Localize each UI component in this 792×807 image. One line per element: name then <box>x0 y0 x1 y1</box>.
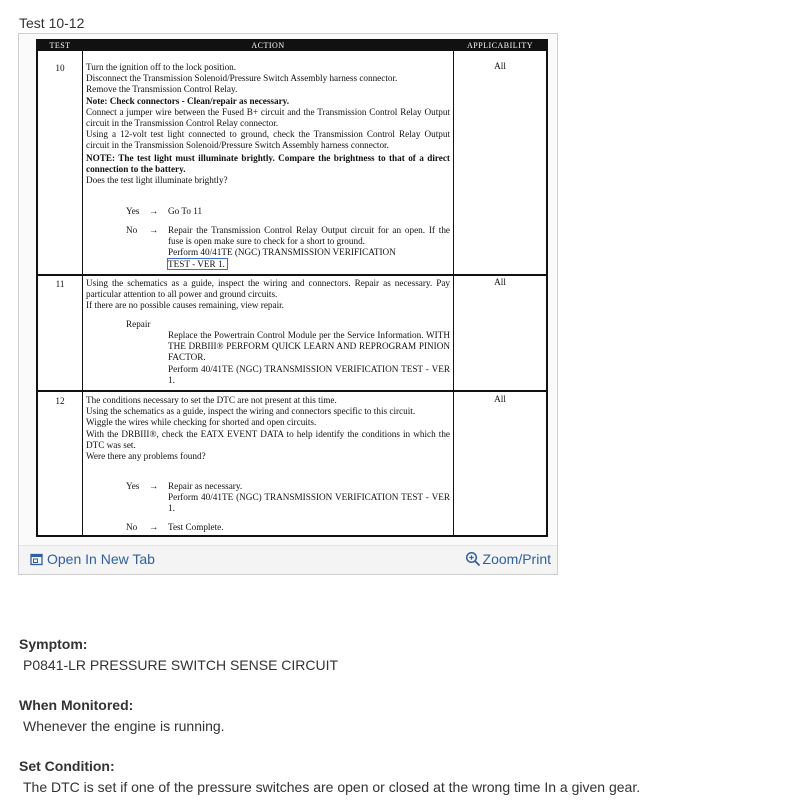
action-line: Connect a jumper wire between the Fused B+ circuit and the Transmission Control Relay Output circuit in the Transmission Control Relay connector. <box>86 106 450 129</box>
action-line: Using the schematics as a guide, inspect the wiring and connectors specific to this circuit. <box>86 406 416 417</box>
arrow-icon: → <box>149 206 159 216</box>
column-divider <box>82 41 83 535</box>
applicability-value: All <box>494 61 506 71</box>
action-text <box>86 278 450 312</box>
test-number: 10 <box>55 63 65 73</box>
no-result <box>168 225 450 270</box>
verification-text: Perform 40/41TE (NGC) TRANSMISSION VERIFICATION <box>168 247 396 258</box>
action-line: Does the test light illuminate brightly? <box>86 175 228 186</box>
row-divider <box>38 274 546 276</box>
open-in-new-tab-label: Open In New Tab <box>47 551 155 567</box>
when-monitored-value: Whenever the engine is running. <box>23 718 225 734</box>
yes-result <box>168 481 450 515</box>
test-number: 12 <box>55 396 65 406</box>
repair-result <box>168 330 450 386</box>
row-divider <box>38 390 546 392</box>
zoom-print-label: Zoom/Print <box>482 551 551 567</box>
test-number: 11 <box>55 279 65 289</box>
verification-ref <box>168 259 450 270</box>
verification-text: Perform 40/41TE (NGC) TRANSMISSION VERIFICATION TEST - VER 1. <box>168 363 450 385</box>
no-label: No <box>126 225 138 235</box>
arrow-icon: → <box>149 225 159 235</box>
yes-label: Yes <box>126 481 140 491</box>
arrow-icon: → <box>149 522 159 532</box>
figure-toolbar <box>19 545 557 574</box>
action-line: Turn the ignition off to the lock position. <box>86 62 237 72</box>
diagnostic-table-scan <box>36 39 548 537</box>
diagnostic-figure <box>18 33 558 575</box>
no-result-text: Repair the Transmission Control Relay Output circuit for an open. If the fuse is open make sure to check for a short to ground. <box>168 225 450 247</box>
zoom-in-icon <box>465 551 481 567</box>
action-text <box>86 395 450 462</box>
action-text <box>86 62 450 186</box>
action-line: With the DRBIII®, check the EATX EVENT DATA to help identify the conditions in which the DTC was set. <box>86 428 450 450</box>
arrow-icon: → <box>149 481 159 491</box>
yes-label: Yes <box>126 206 140 216</box>
open-tab-icon <box>30 553 43 566</box>
no-label: No <box>126 522 138 532</box>
set-condition-value: The DTC is set if one of the pressure switches are open or closed at the wrong time In a given gear. <box>23 779 641 795</box>
action-note: Note: Check connectors - Clean/repair as necessary. <box>86 95 290 106</box>
highlighted-ver-reference: TEST - VER 1. <box>168 258 225 269</box>
repair-label: Repair <box>126 319 151 329</box>
yes-result: Go To 11 <box>168 206 203 216</box>
action-line: Using the schematics as a guide, inspect the wiring and connectors. Repair as necessary. Pay particular attention to all power and ground circuits. <box>86 278 450 300</box>
action-note: NOTE: The test light must illuminate brightly. Compare the brightness to that of a direct connection to the battery. <box>86 152 450 174</box>
action-line: Using a 12-volt test light connected to ground, check the Transmission Control Relay Output circuit in the Transmission Solenoid/Pressure Switch Assembly harness connector. <box>86 129 450 151</box>
verification-text: Perform 40/41TE (NGC) TRANSMISSION VERIFICATION TEST - VER 1. <box>168 492 450 514</box>
set-condition-label: Set Condition: <box>19 758 115 774</box>
symptom-value: P0841-LR PRESSURE SWITCH SENSE CIRCUIT <box>23 657 339 673</box>
action-line: The conditions necessary to set the DTC are not present at this time. <box>86 395 337 405</box>
document-title: Test 10-12 <box>19 15 85 31</box>
header-applicability: APPLICABILITY <box>454 41 546 51</box>
action-line: Wiggle the wires while checking for shorted and open circuits. <box>86 417 317 428</box>
applicability-value: All <box>494 394 506 404</box>
yes-result-text: Repair as necessary. <box>168 481 243 491</box>
header-action: ACTION <box>83 41 453 51</box>
action-line: Were there any problems found? <box>86 451 206 462</box>
when-monitored-label: When Monitored: <box>19 697 134 713</box>
header-test: TEST <box>38 41 82 51</box>
action-line: Disconnect the Transmission Solenoid/Pressure Switch Assembly harness connector. <box>86 73 398 84</box>
symptom-label: Symptom: <box>19 636 88 652</box>
repair-result-text: Replace the Powertrain Control Module per the Service Information. WITH THE DRBIII® PERFORM QUICK LEARN AND REPROGRAM PINION FACTOR. <box>168 330 450 363</box>
no-result: Test Complete. <box>168 522 224 532</box>
zoom-print-link[interactable] <box>465 551 551 567</box>
action-line: Remove the Transmission Control Relay. <box>86 84 238 95</box>
open-in-new-tab-link[interactable] <box>30 551 155 567</box>
action-line: If there are no possible causes remaining, view repair. <box>86 300 284 311</box>
applicability-value: All <box>494 277 506 287</box>
